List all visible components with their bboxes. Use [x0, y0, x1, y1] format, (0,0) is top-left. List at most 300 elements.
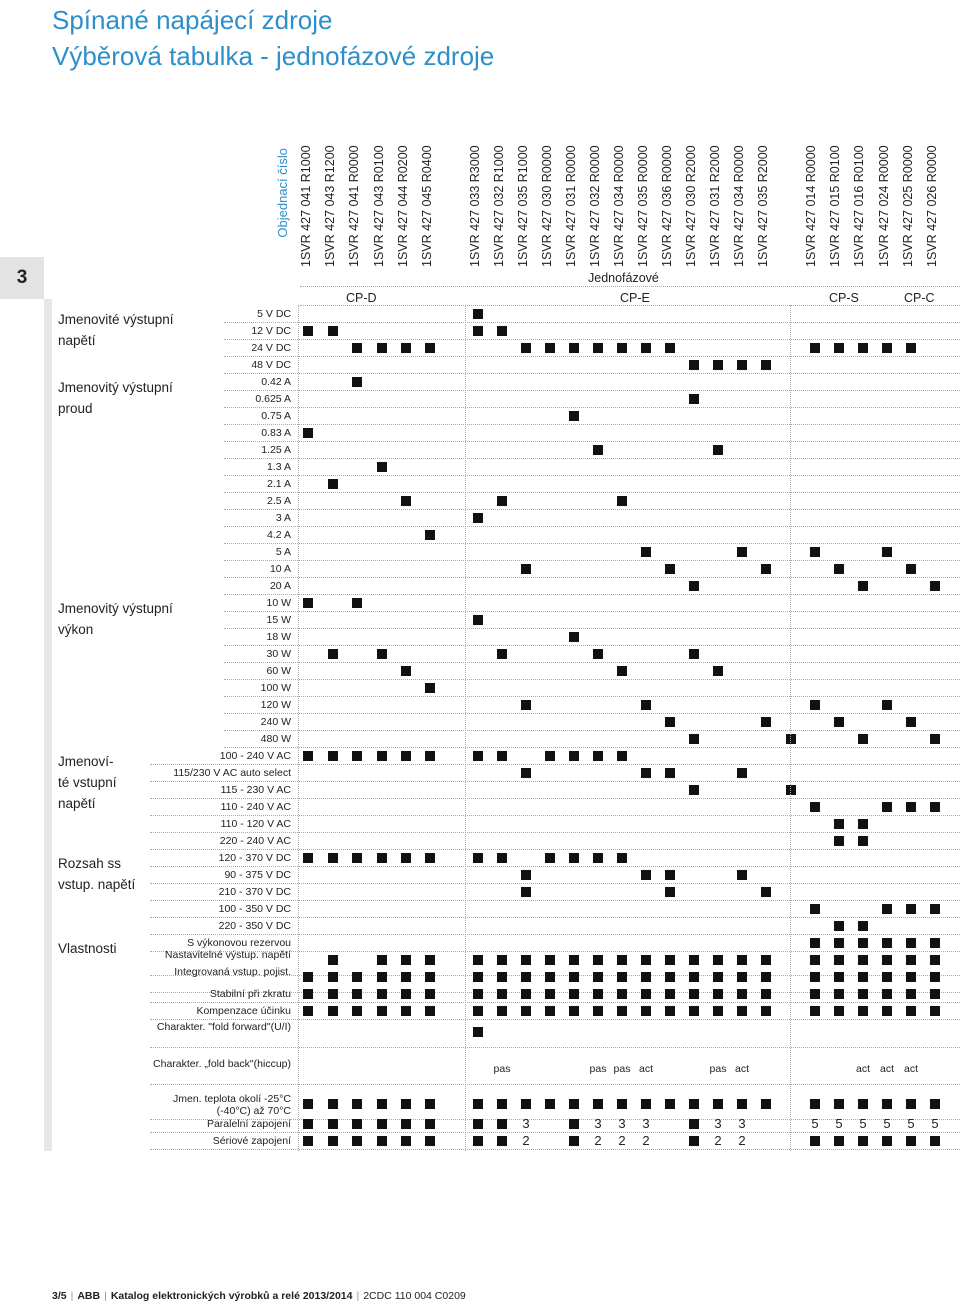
filled-square-mark	[858, 819, 868, 829]
order-number: 1SVR 427 045 R0400	[420, 145, 434, 267]
filled-square-mark	[761, 955, 771, 965]
footer-page-number: 3/5	[52, 1290, 67, 1302]
order-number: 1SVR 427 036 R0000	[660, 145, 674, 267]
filled-square-mark	[882, 1006, 892, 1016]
filled-square-mark	[665, 989, 675, 999]
filled-square-mark	[906, 564, 916, 574]
filled-square-mark	[473, 1119, 483, 1129]
filled-square-mark	[401, 1119, 411, 1129]
filled-square-mark	[810, 802, 820, 812]
filled-square-mark	[930, 1136, 940, 1146]
filled-square-mark	[858, 836, 868, 846]
filled-square-mark	[930, 989, 940, 999]
filled-square-mark	[617, 1099, 627, 1109]
order-number: 1SVR 427 033 R3000	[468, 145, 482, 267]
filled-square-mark	[569, 972, 579, 982]
filled-square-mark	[328, 1006, 338, 1016]
filled-square-mark	[858, 955, 868, 965]
row-label: Jmen. teplota okolí -25°C (-40°C) až 70°C	[172, 1093, 291, 1117]
filled-square-mark	[497, 1119, 507, 1129]
filled-square-mark	[425, 683, 435, 693]
row-divider	[224, 339, 960, 340]
filled-square-mark	[906, 343, 916, 353]
row-label: 210 - 370 V DC	[218, 886, 291, 898]
category-properties: Vlastnosti	[58, 941, 117, 956]
filled-square-mark	[352, 989, 362, 999]
filled-square-mark	[377, 751, 387, 761]
filled-square-mark	[401, 666, 411, 676]
cell-count: 2	[522, 1133, 530, 1148]
filled-square-mark	[328, 853, 338, 863]
cell-count: 3	[594, 1116, 602, 1131]
filled-square-mark	[401, 853, 411, 863]
filled-square-mark	[425, 530, 435, 540]
filled-square-mark	[328, 972, 338, 982]
filled-square-mark	[545, 972, 555, 982]
filled-square-mark	[521, 955, 531, 965]
filled-square-mark	[425, 343, 435, 353]
row-divider	[224, 560, 960, 561]
filled-square-mark	[689, 1119, 699, 1129]
filled-square-mark	[689, 1136, 699, 1146]
filled-square-mark	[352, 1136, 362, 1146]
row-divider	[150, 832, 960, 833]
filled-square-mark	[882, 955, 892, 965]
cell-count: 3	[738, 1116, 746, 1131]
filled-square-mark	[521, 870, 531, 880]
filled-square-mark	[810, 547, 820, 557]
filled-square-mark	[569, 632, 579, 642]
filled-square-mark	[882, 989, 892, 999]
filled-square-mark	[761, 989, 771, 999]
cell-count: 2	[738, 1133, 746, 1148]
filled-square-mark	[665, 870, 675, 880]
filled-square-mark	[665, 972, 675, 982]
row-label: 2.5 A	[267, 495, 291, 507]
category-input-voltage: Jmenoví-té vstupní napětí	[58, 754, 117, 811]
row-label: Charakter. „fold back"(hiccup)	[153, 1058, 291, 1070]
filled-square-mark	[401, 496, 411, 506]
filled-square-mark	[401, 1006, 411, 1016]
row-divider	[224, 322, 960, 323]
filled-square-mark	[352, 1119, 362, 1129]
order-number: 1SVR 427 031 R2000	[708, 145, 722, 267]
filled-square-mark	[521, 768, 531, 778]
row-label: 10 W	[266, 597, 291, 609]
filled-square-mark	[497, 955, 507, 965]
row-label: 100 W	[260, 682, 291, 694]
group-cp-c: CP-C	[904, 291, 935, 305]
filled-square-mark	[930, 734, 940, 744]
row-divider	[150, 798, 960, 799]
filled-square-mark	[328, 1136, 338, 1146]
order-number: 1SVR 427 035 R0000	[636, 145, 650, 267]
filled-square-mark	[810, 972, 820, 982]
filled-square-mark	[303, 751, 313, 761]
filled-square-mark	[906, 802, 916, 812]
filled-square-mark	[328, 1099, 338, 1109]
cell-mode-label: pas	[589, 1063, 607, 1075]
filled-square-mark	[713, 1006, 723, 1016]
filled-square-mark	[473, 513, 483, 523]
row-divider	[224, 730, 960, 731]
row-label: Nastavitelné výstup. napětí	[164, 949, 291, 961]
filled-square-mark	[665, 768, 675, 778]
category-dc-input-range: Rozsah ss vstup. napětí	[58, 856, 136, 892]
row-label: 100 - 350 V DC	[218, 903, 291, 915]
cell-count: 5	[883, 1116, 891, 1131]
row-divider	[224, 577, 960, 578]
row-label: 4.2 A	[267, 529, 291, 541]
filled-square-mark	[425, 955, 435, 965]
filled-square-mark	[473, 1006, 483, 1016]
filled-square-mark	[689, 360, 699, 370]
row-label: 115/230 V AC auto select	[173, 767, 291, 779]
row-label: 0.83 A	[261, 427, 291, 439]
filled-square-mark	[593, 1006, 603, 1016]
filled-square-mark	[834, 819, 844, 829]
filled-square-mark	[425, 972, 435, 982]
row-label: 2.1 A	[267, 478, 291, 490]
row-label: 220 - 350 V DC	[218, 920, 291, 932]
filled-square-mark	[569, 411, 579, 421]
filled-square-mark	[593, 343, 603, 353]
filled-square-mark	[930, 1099, 940, 1109]
filled-square-mark	[521, 1099, 531, 1109]
filled-square-mark	[641, 870, 651, 880]
cell-mode-label: pas	[709, 1063, 727, 1075]
filled-square-mark	[303, 326, 313, 336]
filled-square-mark	[737, 955, 747, 965]
filled-square-mark	[882, 547, 892, 557]
filled-square-mark	[521, 343, 531, 353]
row-label: 1.25 A	[261, 444, 291, 456]
filled-square-mark	[377, 989, 387, 999]
category-output-voltage: Jmenovité výstupní napětí	[58, 312, 174, 348]
filled-square-mark	[858, 972, 868, 982]
filled-square-mark	[617, 1006, 627, 1016]
filled-square-mark	[377, 343, 387, 353]
filled-square-mark	[737, 360, 747, 370]
row-label: 20 A	[269, 580, 291, 592]
filled-square-mark	[473, 989, 483, 999]
filled-square-mark	[497, 1136, 507, 1146]
row-divider	[150, 866, 960, 867]
cell-count: 5	[931, 1116, 939, 1131]
filled-square-mark	[761, 887, 771, 897]
filled-square-mark	[593, 972, 603, 982]
row-label: 48 V DC	[251, 359, 291, 371]
row-divider	[224, 628, 960, 629]
filled-square-mark	[401, 751, 411, 761]
filled-square-mark	[906, 1099, 916, 1109]
filled-square-mark	[882, 802, 892, 812]
filled-square-mark	[737, 870, 747, 880]
cell-mode-label: pas	[493, 1063, 511, 1075]
filled-square-mark	[425, 1099, 435, 1109]
row-label: 120 W	[260, 699, 291, 711]
filled-square-mark	[593, 989, 603, 999]
filled-square-mark	[810, 989, 820, 999]
filled-square-mark	[930, 904, 940, 914]
filled-square-mark	[352, 853, 362, 863]
filled-square-mark	[377, 1119, 387, 1129]
filled-square-mark	[377, 462, 387, 472]
order-number: 1SVR 427 030 R0000	[540, 145, 554, 267]
filled-square-mark	[377, 1136, 387, 1146]
filled-square-mark	[906, 717, 916, 727]
filled-square-mark	[401, 1099, 411, 1109]
filled-square-mark	[858, 989, 868, 999]
filled-square-mark	[689, 734, 699, 744]
filled-square-mark	[303, 972, 313, 982]
filled-square-mark	[810, 938, 820, 948]
footer-catalog-title: Katalog elektronických výrobků a relé 2013/2014	[110, 1290, 353, 1302]
column-group-divider	[298, 305, 299, 1151]
filled-square-mark	[665, 1006, 675, 1016]
column-group-divider	[790, 305, 791, 1151]
filled-square-mark	[858, 343, 868, 353]
filled-square-mark	[617, 666, 627, 676]
footer-separator: |	[104, 1290, 107, 1302]
filled-square-mark	[834, 921, 844, 931]
filled-square-mark	[834, 343, 844, 353]
row-label: Stabilní při zkratu	[209, 988, 291, 1000]
filled-square-mark	[521, 700, 531, 710]
filled-square-mark	[593, 751, 603, 761]
row-label: 18 W	[266, 631, 291, 643]
filled-square-mark	[906, 972, 916, 982]
filled-square-mark	[834, 955, 844, 965]
row-label: 10 A	[269, 563, 291, 575]
filled-square-mark	[641, 1006, 651, 1016]
order-number: 1SVR 427 032 R0000	[588, 145, 602, 267]
group-cp-d: CP-D	[346, 291, 377, 305]
filled-square-mark	[473, 955, 483, 965]
filled-square-mark	[689, 785, 699, 795]
filled-square-mark	[834, 938, 844, 948]
row-divider	[224, 509, 960, 510]
filled-square-mark	[810, 1099, 820, 1109]
cell-mode-label: act	[879, 1063, 894, 1075]
cell-count: 2	[642, 1133, 650, 1148]
filled-square-mark	[858, 921, 868, 931]
row-label: 30 W	[266, 648, 291, 660]
filled-square-mark	[930, 938, 940, 948]
filled-square-mark	[593, 1099, 603, 1109]
row-divider	[224, 475, 960, 476]
filled-square-mark	[641, 955, 651, 965]
cell-mode-label: act	[855, 1063, 870, 1075]
filled-square-mark	[545, 955, 555, 965]
filled-square-mark	[521, 972, 531, 982]
filled-square-mark	[713, 445, 723, 455]
group-bottom-rule	[300, 305, 960, 306]
filled-square-mark	[737, 972, 747, 982]
filled-square-mark	[858, 1136, 868, 1146]
filled-square-mark	[882, 700, 892, 710]
filled-square-mark	[401, 1136, 411, 1146]
row-label: Paralelní zapojení	[206, 1118, 291, 1130]
filled-square-mark	[303, 1119, 313, 1129]
filled-square-mark	[328, 955, 338, 965]
filled-square-mark	[713, 360, 723, 370]
filled-square-mark	[930, 955, 940, 965]
filled-square-mark	[737, 989, 747, 999]
row-divider	[150, 900, 960, 901]
filled-square-mark	[569, 955, 579, 965]
filled-square-mark	[569, 1006, 579, 1016]
filled-square-mark	[352, 751, 362, 761]
row-divider	[150, 1149, 960, 1150]
cell-mode-label: act	[638, 1063, 653, 1075]
filled-square-mark	[713, 666, 723, 676]
footer-brand: ABB	[77, 1290, 101, 1302]
order-number: 1SVR 427 043 R0100	[372, 145, 386, 267]
filled-square-mark	[545, 989, 555, 999]
cell-count: 3	[714, 1116, 722, 1131]
filled-square-mark	[521, 989, 531, 999]
cell-count: 5	[811, 1116, 819, 1131]
order-number: 1SVR 427 016 R0100	[852, 145, 866, 267]
row-label: Sériové zapojení	[212, 1135, 291, 1147]
filled-square-mark	[641, 1099, 651, 1109]
row-label: Charakter. "fold forward"(U/I)	[156, 1021, 291, 1033]
group-cp-e: CP-E	[620, 291, 650, 305]
page-footer	[52, 1290, 466, 1302]
row-divider	[150, 1132, 960, 1133]
cell-mode-label: pas	[613, 1063, 631, 1075]
filled-square-mark	[834, 1006, 844, 1016]
filled-square-mark	[545, 751, 555, 761]
page-title-line-1: Spínané napájecí zdroje	[52, 5, 333, 35]
filled-square-mark	[569, 1099, 579, 1109]
filled-square-mark	[930, 802, 940, 812]
filled-square-mark	[521, 1006, 531, 1016]
filled-square-mark	[473, 972, 483, 982]
filled-square-mark	[906, 955, 916, 965]
filled-square-mark	[497, 751, 507, 761]
row-label: 115 - 230 V AC	[220, 784, 291, 796]
cell-count: 2	[594, 1133, 602, 1148]
filled-square-mark	[425, 853, 435, 863]
row-divider	[224, 424, 960, 425]
row-divider	[224, 526, 960, 527]
filled-square-mark	[593, 955, 603, 965]
filled-square-mark	[473, 326, 483, 336]
filled-square-mark	[761, 360, 771, 370]
filled-square-mark	[665, 343, 675, 353]
filled-square-mark	[401, 989, 411, 999]
filled-square-mark	[521, 887, 531, 897]
row-divider	[150, 934, 960, 935]
filled-square-mark	[497, 1006, 507, 1016]
filled-square-mark	[303, 428, 313, 438]
filled-square-mark	[352, 377, 362, 387]
filled-square-mark	[303, 598, 313, 608]
filled-square-mark	[906, 904, 916, 914]
row-divider	[224, 594, 960, 595]
row-divider	[150, 1084, 960, 1085]
chapter-tab: 3	[0, 257, 44, 299]
footer-separator: |	[70, 1290, 74, 1302]
filled-square-mark	[473, 309, 483, 319]
filled-square-mark	[882, 938, 892, 948]
filled-square-mark	[641, 989, 651, 999]
filled-square-mark	[882, 343, 892, 353]
filled-square-mark	[425, 751, 435, 761]
filled-square-mark	[810, 343, 820, 353]
row-label: Integrovaná vstup. pojist.	[174, 966, 291, 978]
filled-square-mark	[352, 972, 362, 982]
row-divider	[224, 662, 960, 663]
filled-square-mark	[617, 496, 627, 506]
filled-square-mark	[786, 785, 796, 795]
filled-square-mark	[352, 598, 362, 608]
page-title-line-2: Výběrová tabulka - jednofázové zdroje	[52, 41, 495, 71]
filled-square-mark	[810, 1136, 820, 1146]
filled-square-mark	[569, 989, 579, 999]
row-divider	[150, 815, 960, 816]
cell-count: 3	[642, 1116, 650, 1131]
row-divider	[224, 696, 960, 697]
filled-square-mark	[497, 496, 507, 506]
row-label: 0.625 A	[255, 393, 291, 405]
order-number: 1SVR 427 026 R0000	[925, 145, 939, 267]
row-divider	[150, 849, 960, 850]
row-divider	[224, 390, 960, 391]
filled-square-mark	[737, 1006, 747, 1016]
filled-square-mark	[377, 649, 387, 659]
filled-square-mark	[425, 1006, 435, 1016]
filled-square-mark	[810, 955, 820, 965]
filled-square-mark	[473, 1099, 483, 1109]
order-number: 1SVR 427 025 R0000	[901, 145, 915, 267]
filled-square-mark	[593, 445, 603, 455]
filled-square-mark	[906, 989, 916, 999]
row-label: 24 V DC	[251, 342, 291, 354]
filled-square-mark	[665, 1099, 675, 1109]
filled-square-mark	[761, 564, 771, 574]
row-divider	[150, 917, 960, 918]
filled-square-mark	[473, 751, 483, 761]
filled-square-mark	[473, 615, 483, 625]
filled-square-mark	[737, 1099, 747, 1109]
filled-square-mark	[689, 1099, 699, 1109]
order-number: 1SVR 427 044 R0200	[396, 145, 410, 267]
order-number: 1SVR 427 034 R0000	[732, 145, 746, 267]
row-label: 110 - 240 V AC	[220, 801, 291, 813]
filled-square-mark	[497, 853, 507, 863]
filled-square-mark	[810, 904, 820, 914]
filled-square-mark	[882, 904, 892, 914]
order-number-header: Objednací číslo	[275, 148, 290, 238]
filled-square-mark	[761, 1006, 771, 1016]
filled-square-mark	[545, 853, 555, 863]
row-label: 100 - 240 V AC	[219, 750, 291, 762]
footer-document-code: 2CDC 110 004 C0209	[363, 1290, 466, 1302]
filled-square-mark	[858, 581, 868, 591]
filled-square-mark	[377, 972, 387, 982]
filled-square-mark	[473, 1027, 483, 1037]
filled-square-mark	[303, 1099, 313, 1109]
filled-square-mark	[401, 972, 411, 982]
filled-square-mark	[425, 1136, 435, 1146]
row-label: 12 V DC	[251, 325, 291, 337]
filled-square-mark	[401, 343, 411, 353]
filled-square-mark	[713, 955, 723, 965]
order-number: 1SVR 427 014 R0000	[804, 145, 818, 267]
